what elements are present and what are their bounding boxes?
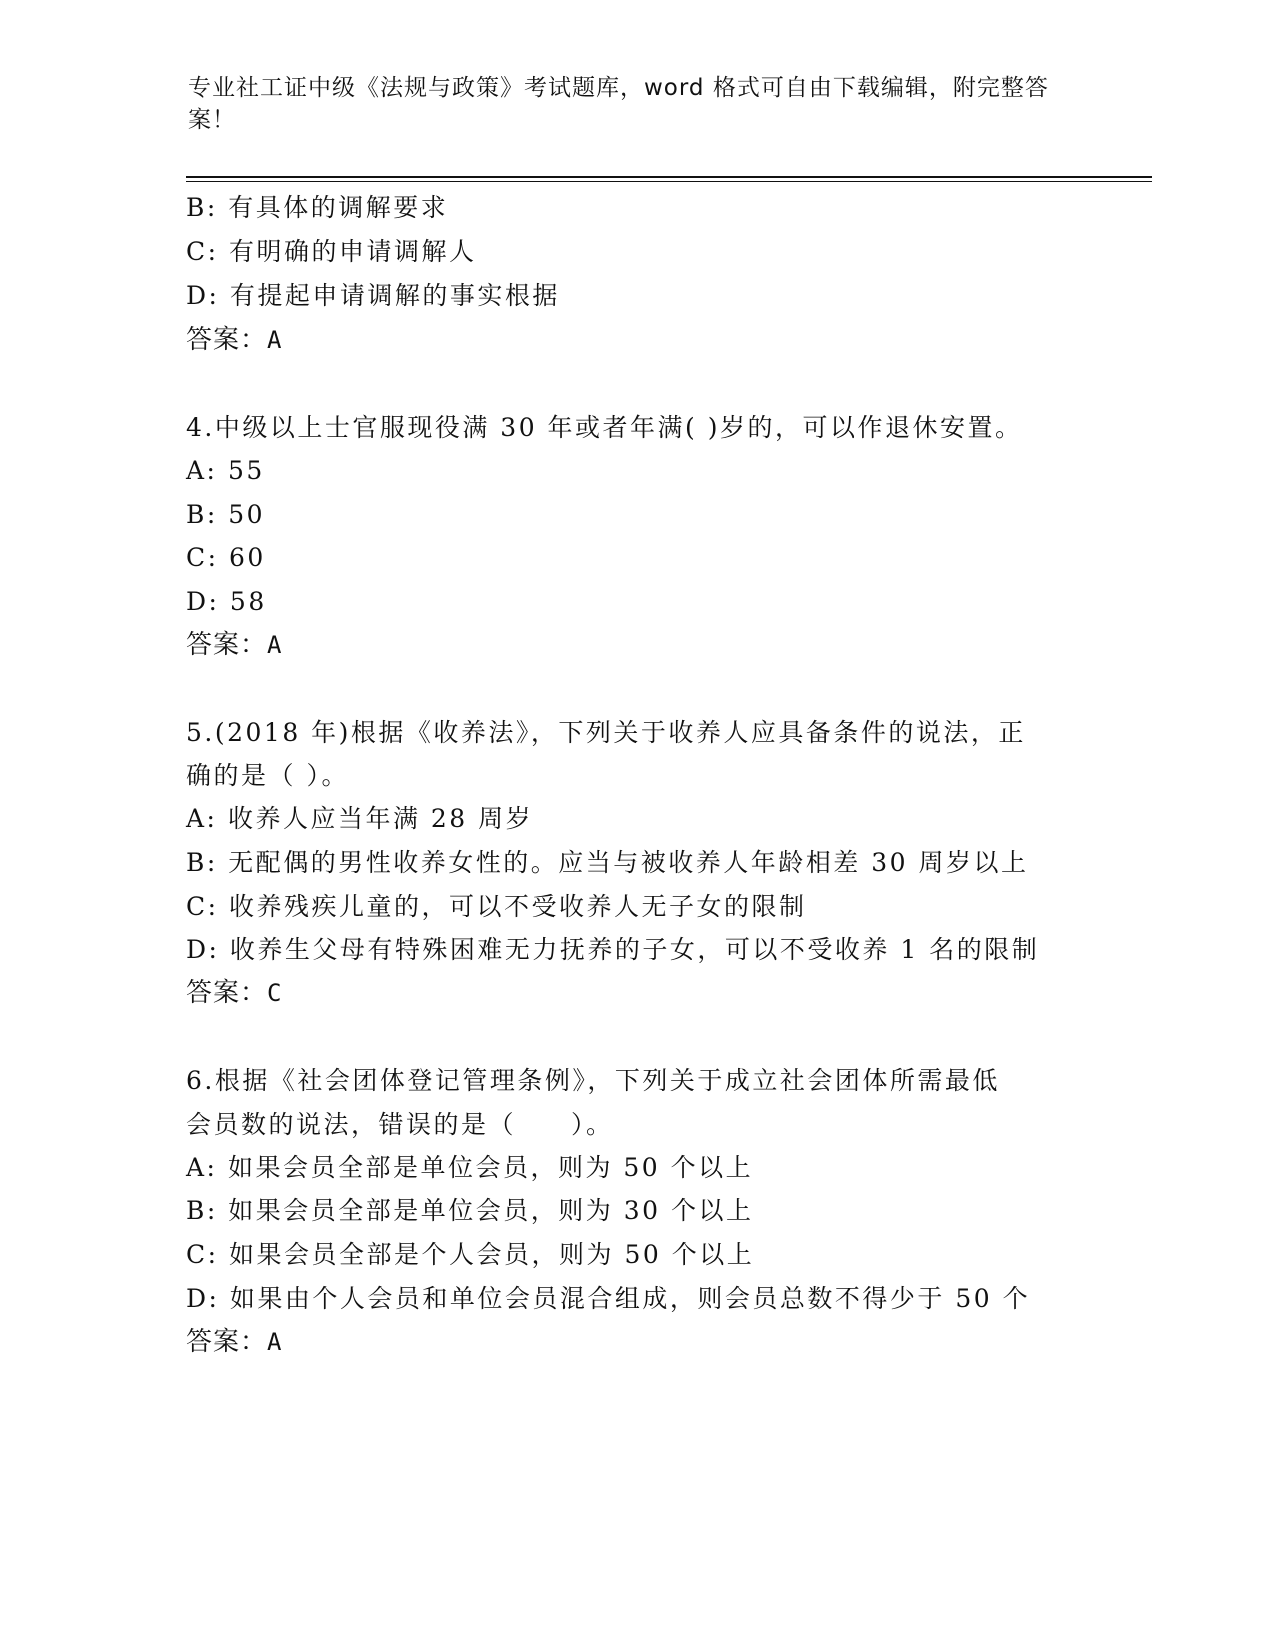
q6-option-a: A: 如果会员全部是单位会员，则为 50 个以上 bbox=[186, 1153, 754, 1182]
q5-stem-line-2: 确的是（ ）。 bbox=[186, 761, 349, 790]
q6-option-c: C: 如果会员全部是个人会员，则为 50 个以上 bbox=[186, 1240, 755, 1269]
q3-option-c: C: 有明确的申请调解人 bbox=[186, 237, 477, 266]
q5-option-d: D: 收养生父母有特殊困难无力抚养的子女，可以不受收养 1 名的限制 bbox=[186, 935, 1040, 964]
q3-option-d: D: 有提起申请调解的事实根据 bbox=[186, 281, 560, 310]
q6-stem-line-1: 6.根据《社会团体登记管理条例》，下列关于成立社会团体所需最低 bbox=[186, 1066, 1000, 1095]
q4-option-a: A: 55 bbox=[186, 456, 265, 485]
q4-option-c: C: 60 bbox=[186, 543, 266, 572]
document-header bbox=[188, 72, 1068, 136]
q5-answer: 答案：C bbox=[186, 978, 283, 1008]
q4-option-d: D: 58 bbox=[186, 587, 267, 616]
q5-option-b: B: 无配偶的男性收养女性的。应当与被收养人年龄相差 30 周岁以上 bbox=[186, 848, 1029, 877]
header-divider-thick bbox=[186, 176, 1152, 178]
q5-stem-line-1: 5.(2018 年)根据《收养法》，下列关于收养人应具备条件的说法，正 bbox=[186, 718, 1026, 747]
q6-option-b: B: 如果会员全部是单位会员，则为 30 个以上 bbox=[186, 1196, 754, 1225]
q5-option-a: A: 收养人应当年满 28 周岁 bbox=[186, 804, 534, 833]
q4-answer: 答案：A bbox=[186, 630, 283, 660]
header-line-2: 案！ bbox=[188, 107, 236, 133]
q6-answer: 答案：A bbox=[186, 1327, 283, 1357]
q4-option-b: B: 50 bbox=[186, 500, 266, 529]
q6-stem-line-2: 会员数的说法，错误的是（ ）。 bbox=[186, 1110, 614, 1139]
q3-answer: 答案：A bbox=[186, 325, 283, 355]
header-divider-thin bbox=[186, 181, 1152, 182]
q3-option-b: B: 有具体的调解要求 bbox=[186, 193, 449, 222]
q6-option-d: D: 如果由个人会员和单位会员混合组成，则会员总数不得少于 50 个 bbox=[186, 1284, 1031, 1313]
q4-stem: 4.中级以上士官服现役满 30 年或者年满( )岁的，可以作退休安置。 bbox=[186, 413, 1023, 442]
q5-option-c: C: 收养残疾儿童的，可以不受收养人无子女的限制 bbox=[186, 892, 807, 921]
header-line-1: 专业社工证中级《法规与政策》考试题库，word 格式可自由下载编辑，附完整答 bbox=[188, 75, 1049, 101]
